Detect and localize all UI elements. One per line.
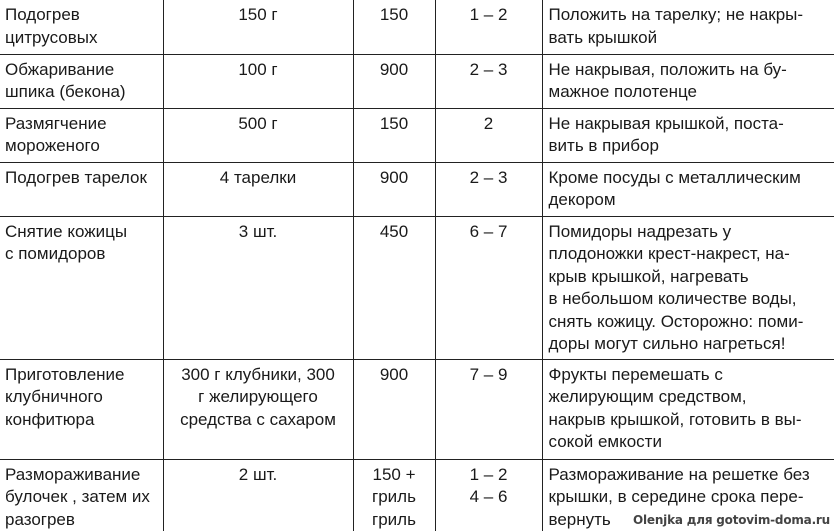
table-row [0,108,834,162]
dish-name: Обжаривание шпика (бекона) [0,54,163,108]
quantity: 2 шт. [163,459,353,531]
cook-time: 2 [435,108,542,162]
quantity: 100 г [163,54,353,108]
power-level: 150 [353,108,435,162]
table-row [0,0,834,54]
instructions: Помидоры надрезать у плодоножки крест-накрест, на- крыв крышкой, нагревать в небольшом количестве воды, снять кожицу. Осторожно: поми- доры могут сильно нагреться! [542,216,834,359]
table-row [0,162,834,216]
power-level: 150 [353,0,435,54]
cook-time: 2 – 3 [435,162,542,216]
dish-name: Подогрев цитрусовых [0,0,163,54]
instructions: Положить на тарелку; не накры- вать крышкой [542,0,834,54]
instructions: Не накрывая, положить на бу- мажное полотенце [542,54,834,108]
instructions: Не накрывая крышкой, поста- вить в прибор [542,108,834,162]
quantity: 3 шт. [163,216,353,359]
quantity: 150 г [163,0,353,54]
table-row [0,359,834,459]
power-level: 150 + гриль гриль [353,459,435,531]
watermark: Olenjka для gotovim-doma.ru [632,513,830,527]
instructions: Размораживание на решетке без крышки, в середине срока пере- вернуть [548,464,810,529]
dish-name: Снятие кожицы с помидоров [0,216,163,359]
table-row [0,54,834,108]
instructions: Кроме посуды с металлическим декором [542,162,834,216]
quantity: 300 г клубники, 300 г желирующего средства с сахаром [163,359,353,459]
cook-time: 2 – 3 [435,54,542,108]
quantity: 4 тарелки [163,162,353,216]
dish-name: Размягчение мороженого [0,108,163,162]
cook-time: 6 – 7 [435,216,542,359]
dish-name: Размораживание булочек , затем их разогрев [0,459,163,531]
cook-time: 7 – 9 [435,359,542,459]
dish-name: Приготовление клубничного конфитюра [0,359,163,459]
cook-time: 1 – 2 4 – 6 [435,459,542,531]
quantity: 500 г [163,108,353,162]
cook-time: 1 – 2 [435,0,542,54]
power-level: 900 [353,54,435,108]
power-level: 450 [353,216,435,359]
power-level: 900 [353,359,435,459]
power-level: 900 [353,162,435,216]
instructions: Фрукты перемешать с желирующим средством, накрыв крышкой, готовить в вы- сокой емкости [542,359,834,459]
dish-name: Подогрев тарелок [0,162,163,216]
table-row [0,216,834,359]
